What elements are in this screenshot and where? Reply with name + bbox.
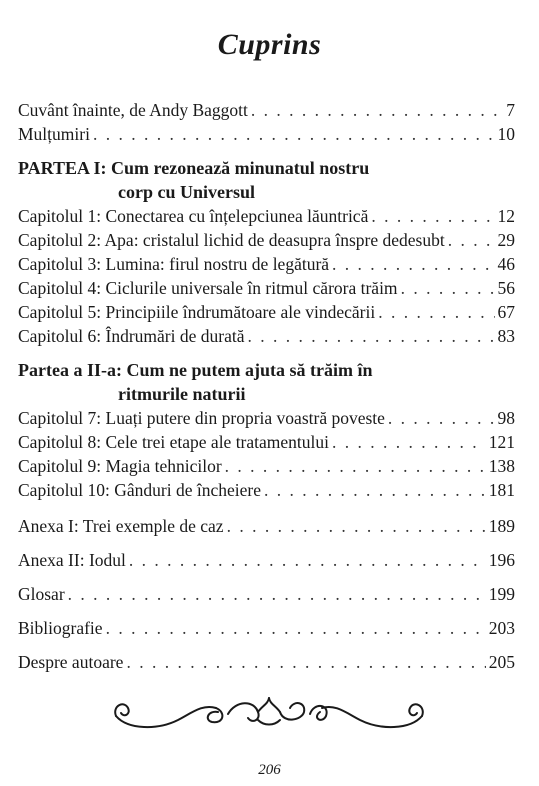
table-of-contents bbox=[18, 98, 515, 674]
toc-entry[interactable] bbox=[18, 276, 515, 300]
dot-leader bbox=[68, 582, 486, 606]
dot-leader bbox=[227, 514, 486, 538]
page-title: Cuprins bbox=[217, 28, 322, 61]
toc-entry[interactable] bbox=[18, 204, 515, 228]
part-title-line2: corp cu Universul bbox=[118, 182, 255, 202]
toc-entry-label: Anexa I: Trei exemple de caz bbox=[18, 516, 224, 536]
dot-leader bbox=[371, 204, 494, 228]
dot-leader bbox=[251, 98, 503, 122]
toc-entry-page: 83 bbox=[497, 326, 515, 346]
toc-entry[interactable] bbox=[18, 514, 515, 538]
dot-leader bbox=[332, 252, 494, 276]
part-title-line2: ritmurile naturii bbox=[118, 384, 246, 404]
dot-leader bbox=[264, 478, 486, 502]
toc-entry-label: Capitolul 8: Cele trei etape ale tratamentului bbox=[18, 432, 330, 452]
toc-entry-page: 138 bbox=[488, 456, 515, 476]
dot-leader bbox=[225, 454, 486, 478]
dot-leader bbox=[448, 228, 495, 252]
toc-entry-label: Anexa II: Iodul bbox=[18, 550, 126, 570]
dot-leader bbox=[129, 548, 486, 572]
dot-leader bbox=[106, 616, 486, 640]
toc-entry-label: Despre autoare bbox=[18, 652, 124, 672]
toc-entry-label: Glosar bbox=[18, 584, 65, 604]
toc-entry-page: 12 bbox=[497, 206, 515, 226]
toc-entry-page: 56 bbox=[497, 278, 515, 298]
toc-entry-label: Capitolul 9: Magia tehnicilor bbox=[18, 456, 222, 476]
toc-entry[interactable] bbox=[18, 406, 515, 430]
toc-entry-page: 121 bbox=[488, 432, 515, 452]
toc-entry-label: Capitolul 6: Îndrumări de durată bbox=[18, 326, 245, 346]
dot-leader bbox=[378, 300, 494, 324]
toc-entry-page: 205 bbox=[488, 652, 515, 672]
toc-entry[interactable] bbox=[18, 616, 515, 640]
toc-entry-page: 46 bbox=[497, 254, 515, 274]
toc-entry-page: 29 bbox=[497, 230, 515, 250]
toc-entry[interactable] bbox=[18, 582, 515, 606]
toc-entry-page: 7 bbox=[506, 100, 515, 120]
dot-leader bbox=[247, 324, 494, 348]
toc-entry-label: Capitolul 4: Ciclurile universale în ritmul cărora trăim bbox=[18, 278, 398, 298]
toc-entry[interactable] bbox=[18, 300, 515, 324]
toc-entry[interactable] bbox=[18, 252, 515, 276]
dot-leader bbox=[126, 650, 485, 674]
toc-entry[interactable] bbox=[18, 122, 515, 146]
part-heading bbox=[18, 156, 515, 204]
toc-entry-label: Bibliografie bbox=[18, 618, 103, 638]
dot-leader bbox=[401, 276, 495, 300]
toc-entry-label: Capitolul 7: Luați putere din propria voastră poveste bbox=[18, 408, 385, 428]
toc-entry-label: Capitolul 2: Apa: cristalul lichid de deasupra înspre dedesubt bbox=[18, 230, 445, 250]
toc-entry-page: 189 bbox=[488, 516, 515, 536]
toc-entry-label: Capitolul 10: Gânduri de încheiere bbox=[18, 480, 261, 500]
toc-entry-page: 196 bbox=[488, 550, 515, 570]
dot-leader bbox=[388, 406, 495, 430]
toc-entry[interactable] bbox=[18, 228, 515, 252]
toc-entry[interactable] bbox=[18, 324, 515, 348]
part-heading bbox=[18, 358, 515, 406]
toc-entry[interactable] bbox=[18, 650, 515, 674]
toc-entry-label: Cuvânt înainte, de Andy Baggott bbox=[18, 100, 248, 120]
toc-entry-page: 181 bbox=[488, 480, 515, 500]
toc-entry-page: 203 bbox=[488, 618, 515, 638]
toc-entry-page: 10 bbox=[497, 124, 515, 144]
toc-entry-label: Mulțumiri bbox=[18, 124, 90, 144]
toc-entry-label: Capitolul 5: Principiile îndrumătoare ale vindecării bbox=[18, 302, 376, 322]
toc-entry-page: 98 bbox=[497, 408, 515, 428]
toc-entry[interactable] bbox=[18, 548, 515, 572]
part-title-line1: Partea a II-a: Cum ne putem ajuta să trăim în bbox=[18, 360, 373, 380]
page-number: 206 bbox=[258, 762, 281, 778]
toc-entry[interactable] bbox=[18, 98, 515, 122]
flourish-ornament-icon bbox=[108, 690, 430, 736]
part-title-line1: PARTEA I: Cum rezonează minunatul nostru bbox=[18, 158, 370, 178]
toc-entry-page: 199 bbox=[488, 584, 515, 604]
toc-entry[interactable] bbox=[18, 430, 515, 454]
toc-entry-label: Capitolul 1: Conectarea cu înțelepciunea lăuntrică bbox=[18, 206, 369, 226]
dot-leader bbox=[93, 122, 495, 146]
toc-entry[interactable] bbox=[18, 454, 515, 478]
toc-entry-page: 67 bbox=[497, 302, 515, 322]
dot-leader bbox=[332, 430, 486, 454]
toc-entry[interactable] bbox=[18, 478, 515, 502]
toc-entry-label: Capitolul 3: Lumina: firul nostru de legătură bbox=[18, 254, 330, 274]
